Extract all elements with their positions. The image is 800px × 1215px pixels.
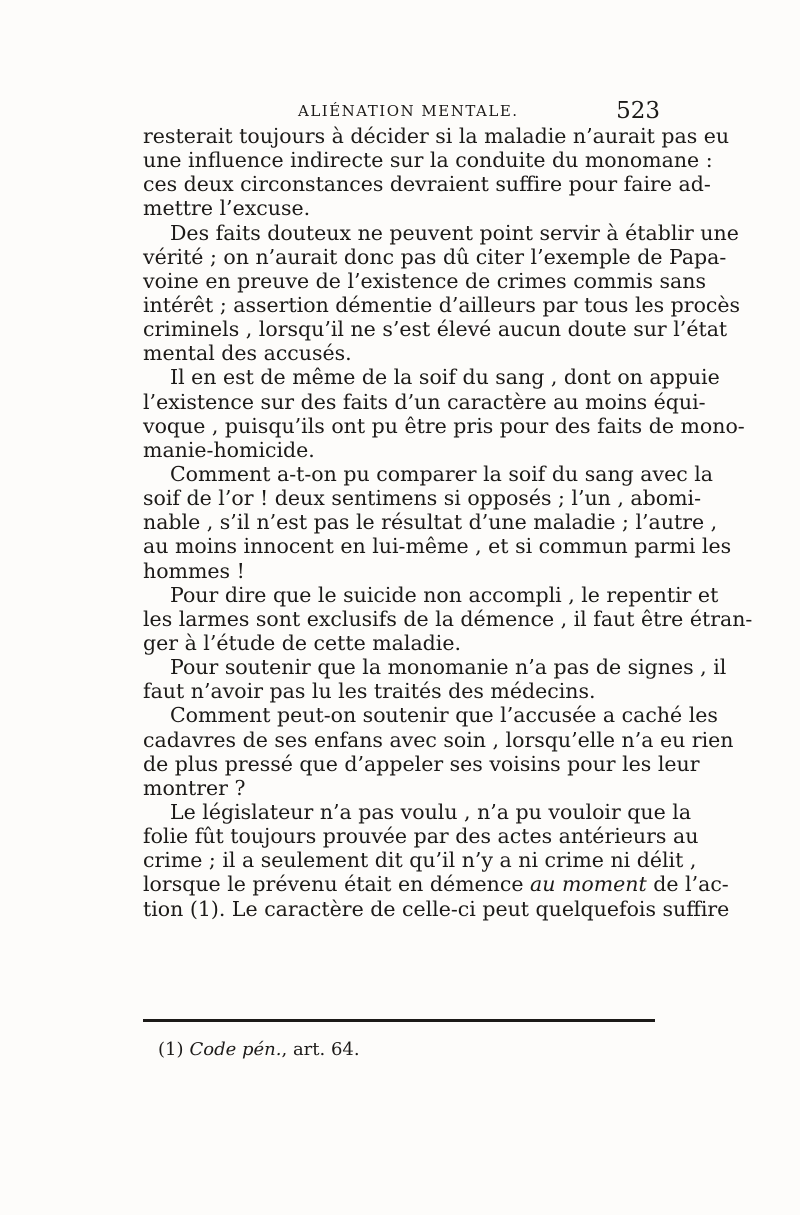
text-line: ger à l’étude de cette maladie. <box>143 630 462 655</box>
text-line: crime ; il a seulement dit qu’il n’y a ni crime ni délit , <box>143 848 697 873</box>
footnote-rule <box>143 1019 655 1022</box>
text-line: l’existence sur des faits d’un caractère au moins équi- <box>143 389 706 414</box>
running-title: ALIÉNATION MENTALE. <box>298 102 519 120</box>
text-line: criminels , lorsqu’il ne s’est élevé aucun doute sur l’état <box>143 317 728 342</box>
text-line: mental des accusés. <box>143 341 352 366</box>
text-line: soif de l’or ! deux sentimens si opposés ; l’un , abomi- <box>143 486 702 511</box>
text-line: Des faits douteux ne peuvent point servir à établir une <box>170 220 739 245</box>
text-line: Le législateur n’a pas voulu , n’a pu vouloir que la <box>170 799 692 824</box>
text-line: mettre l’excuse. <box>143 196 311 221</box>
italic-phrase: au moment <box>530 872 647 897</box>
text-line: hommes ! <box>143 558 245 583</box>
text-line: resterait toujours à décider si la maladie n’aurait pas eu <box>143 124 730 148</box>
text-line: une influence indirecte sur la conduite du monomane : <box>143 148 713 173</box>
text-line: manie-homicide. <box>143 437 315 462</box>
text-line: de plus pressé que d’appeler ses voisins pour les leur <box>143 751 700 776</box>
footnote-text: , art. 64. <box>281 1039 360 1060</box>
text-line: Comment peut-on soutenir que l’accusée a caché les <box>170 703 718 728</box>
text-line: voque , puisqu’ils ont pu être pris pour des faits de mono- <box>143 413 745 438</box>
footnote-citation: Code pén. <box>189 1039 282 1060</box>
text-line: montrer ? <box>143 775 246 800</box>
text-line: Comment a-t-on pu comparer la soif du sang avec la <box>170 461 714 486</box>
text-line: les larmes sont exclusifs de la démence , il faut être étran- <box>143 606 753 631</box>
text-line: voine en preuve de l’existence de crimes commis sans <box>143 268 706 293</box>
footnote <box>158 1039 360 1060</box>
text-span: lorsque le prévenu était en démence <box>143 872 530 897</box>
text-line: au moins innocent en lui-même , et si commun parmi les <box>143 534 732 559</box>
text-line: tion (1). Le caractère de celle-ci peut quelquefois suffire <box>143 896 730 921</box>
text-line: nable , s’il n’est pas le résultat d’une maladie ; l’autre , <box>143 510 718 535</box>
text-line: Pour dire que le suicide non accompli , le repentir et <box>170 582 719 607</box>
page-number: 523 <box>616 98 660 124</box>
text-line: ces deux circonstances devraient suffire pour faire ad- <box>143 172 711 197</box>
text-line: intérêt ; assertion démentie d’ailleurs par tous les procès <box>143 292 741 317</box>
text-line: faut n’avoir pas lu les traités des médecins. <box>143 679 596 704</box>
footnote-mark: (1) <box>158 1039 184 1060</box>
text-line: folie fût toujours prouvée par des actes antérieurs au <box>143 824 699 849</box>
text-line-with-italic <box>143 872 729 897</box>
text-line: Il en est de même de la soif du sang , dont on appuie <box>170 365 720 390</box>
body-text <box>143 124 753 921</box>
text-line: vérité ; on n’aurait donc pas dû citer l’exemple de Papa- <box>143 244 727 269</box>
text-line: cadavres de ses enfans avec soin , lorsqu’elle n’a eu rien <box>143 727 734 752</box>
text-span: de l’ac- <box>646 872 729 897</box>
text-line: Pour soutenir que la monomanie n’a pas de signes , il <box>170 655 727 680</box>
